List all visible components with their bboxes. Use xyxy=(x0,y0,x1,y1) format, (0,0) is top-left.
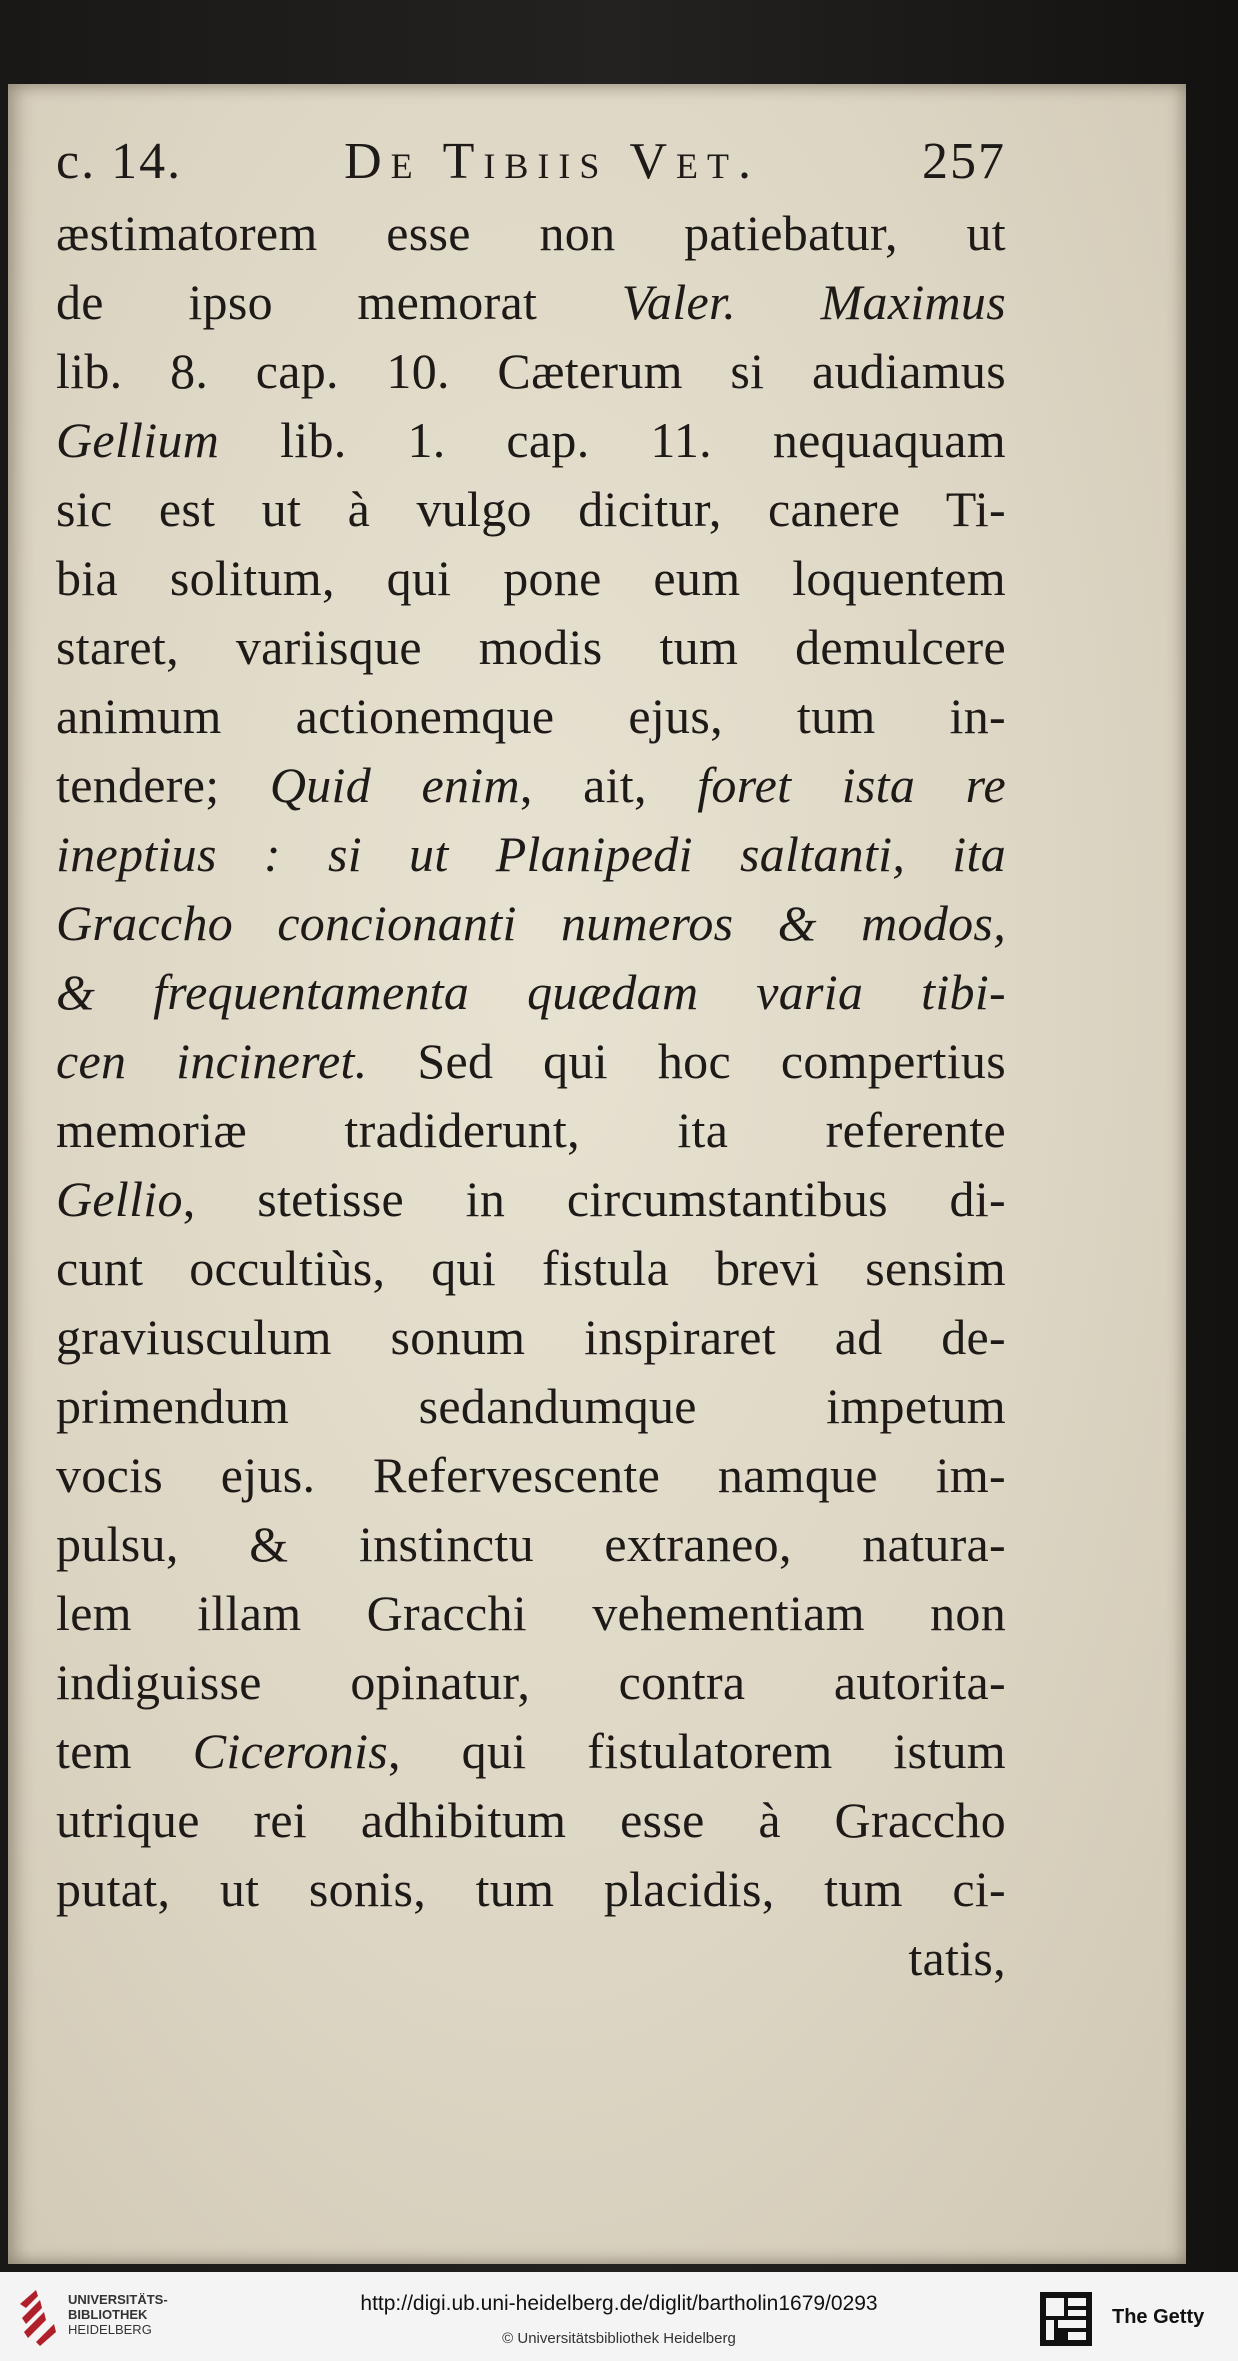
text-line xyxy=(56,545,1006,614)
text-segment: bia solitum, qui pone eum loquentem xyxy=(56,550,1006,606)
text-segment: indiguisse opinatur, contra autorita- xyxy=(56,1654,1006,1710)
text-segment: de ipso memorat xyxy=(56,274,622,330)
text-segment: Ciceronis xyxy=(192,1723,389,1779)
text-segment: , ait, xyxy=(519,757,698,813)
copyright-notice: © Universitätsbibliothek Heidelberg xyxy=(502,2330,736,2347)
text-segment: graviusculum sonum inspiraret ad de- xyxy=(56,1309,1006,1365)
text-segment: Valer. Maximus xyxy=(621,274,1006,330)
body-text xyxy=(56,200,1006,1994)
text-segment: Graccho concionanti numeros & modos, xyxy=(56,895,1006,951)
running-title: De Tibiis Vet. xyxy=(344,133,761,190)
text-line xyxy=(56,1097,1006,1166)
text-line xyxy=(56,683,1006,752)
text-segment: utrique rei adhibitum esse à Graccho xyxy=(56,1792,1006,1848)
text-line xyxy=(56,890,1006,959)
text-segment: pulsu, & instinctu extraneo, natura- xyxy=(56,1516,1006,1572)
text-line xyxy=(56,1442,1006,1511)
text-line xyxy=(56,1166,1006,1235)
chapter-ref: c. 14. xyxy=(56,133,183,190)
getty-logo-icon xyxy=(1040,2292,1092,2346)
text-line xyxy=(56,1235,1006,1304)
text-line xyxy=(56,821,1006,890)
text-segment: tendere; xyxy=(56,757,270,813)
text-line xyxy=(56,1373,1006,1442)
permalink[interactable]: http://digi.ub.uni-heidelberg.de/diglit/bartholin1679/0293 xyxy=(360,2292,878,2315)
text-segment: , stetisse in circumstantibus di- xyxy=(182,1171,1006,1227)
text-segment: Sed qui hoc compertius xyxy=(367,1033,1006,1089)
text-line xyxy=(56,476,1006,545)
text-segment: staret, variisque modis tum demulcere xyxy=(56,619,1006,675)
text-segment: lib. 8. cap. 10. Cæterum si audiamus xyxy=(56,343,1006,399)
text-segment: vocis ejus. Refervescente namque im- xyxy=(56,1447,1006,1503)
text-line xyxy=(56,1028,1006,1097)
page-text xyxy=(56,132,1006,1994)
text-line xyxy=(56,200,1006,269)
text-segment: foret ista re xyxy=(697,757,1006,813)
viewer-footer xyxy=(0,2272,1238,2361)
text-segment: tem xyxy=(56,1723,193,1779)
page-number: 257 xyxy=(922,133,1006,190)
book-page xyxy=(8,84,1186,2264)
text-line xyxy=(56,614,1006,683)
text-line xyxy=(56,1718,1006,1787)
text-line xyxy=(56,752,1006,821)
text-segment: animum actionemque ejus, tum in- xyxy=(56,688,1006,744)
text-line xyxy=(56,338,1006,407)
library-name-line: HEIDELBERG xyxy=(68,2322,152,2337)
text-segment: cen incineret. xyxy=(56,1033,368,1089)
text-segment: lib. 1. cap. 11. nequaquam xyxy=(219,412,1006,468)
text-segment: Gellio xyxy=(56,1171,183,1227)
text-segment: ineptius : si ut Planipedi saltanti, ita xyxy=(56,826,1006,882)
text-segment: sic est ut à vulgo dicitur, canere Ti- xyxy=(56,481,1006,537)
text-line xyxy=(56,1925,1006,1994)
text-line xyxy=(56,1304,1006,1373)
text-segment: & frequentamenta quædam varia tibi- xyxy=(56,964,1006,1020)
library-name-line: UNIVERSITÄTS- xyxy=(68,2292,168,2307)
library-name-line: BIBLIOTHEK xyxy=(68,2307,148,2322)
getty-name: The Getty xyxy=(1112,2306,1205,2328)
text-line xyxy=(56,959,1006,1028)
text-line xyxy=(56,1580,1006,1649)
text-segment: Quid enim xyxy=(269,757,520,813)
text-line xyxy=(56,1856,1006,1925)
text-segment: æstimatorem esse non patiebatur, ut xyxy=(56,205,1006,261)
text-line xyxy=(56,1649,1006,1718)
text-line xyxy=(56,269,1006,338)
text-segment: Gellium xyxy=(56,412,220,468)
text-segment: primendum sedandumque impetum xyxy=(56,1378,1006,1434)
running-head xyxy=(56,132,1006,200)
text-segment: , qui fistulatorem istum xyxy=(388,1723,1006,1779)
text-segment: memoriæ tradiderunt, ita referente xyxy=(56,1102,1006,1158)
text-segment: tatis, xyxy=(908,1930,1006,1986)
text-line xyxy=(56,1511,1006,1580)
text-segment: lem illam Gracchi vehementiam non xyxy=(56,1585,1006,1641)
text-segment: cunt occultiùs, qui fistula brevi sensim xyxy=(56,1240,1006,1296)
text-line xyxy=(56,407,1006,476)
text-segment: putat, ut sonis, tum placidis, tum ci- xyxy=(56,1861,1006,1917)
text-line xyxy=(56,1787,1006,1856)
